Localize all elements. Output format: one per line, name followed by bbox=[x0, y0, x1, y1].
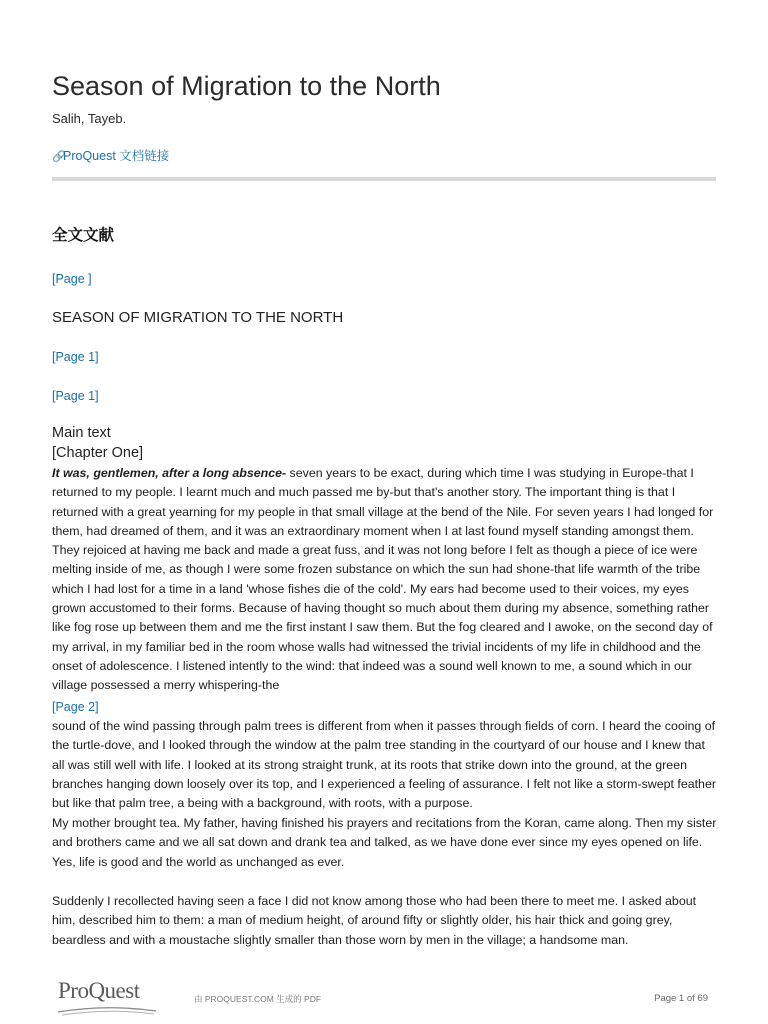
main-text-label: Main text bbox=[52, 425, 111, 441]
link-icon: 🔗 bbox=[52, 151, 66, 163]
page-link-blank[interactable]: [Page ] bbox=[52, 272, 92, 286]
book-title: SEASON OF MIGRATION TO THE NORTH bbox=[52, 309, 344, 326]
paragraph-1-text: seven years to be exact, during which time I was studying in Europe-that I returned to my people. I learnt much and much passed me by-but that's another story. The important thing is that I returned with a great yearning for my people in that small village at the bend of the Nile. For seven years I had longed for them, had dreamed of them, and it was an extraordinary moment when I at last found myself standing amongst them. They rejoiced at having me back and made a great fuss, and it was not long before I felt as though a piece of ice were melting inside of me, as though I were some frozen substance on which the sun had shone-that life warmth of the tribe which I had lost for a time in a land 'whose fishes die of the cold'. My ears had become used to their voices, my eyes grown accustomed to their forms. Because of having thought so much about them during my absence, something rather like fog rose up between them and me the first instant I saw them. But the fog cleared and I awoke, on the second day of my arrival, in my familiar bed in the room whose walls had witnessed the trivial incidents of my life in childhood and the onset of adolescence. I listened intently to the wind: that indeed was a sound well known to me, a sound which in our village possessed a merry whispering-the bbox=[52, 466, 714, 693]
proquest-doc-link[interactable] bbox=[52, 146, 169, 164]
page-link-1-second[interactable]: [Page 1] bbox=[52, 389, 99, 403]
document-title: Season of Migration to the North bbox=[52, 71, 441, 101]
generated-by-note: 由 PROQUEST.COM 生成的 PDF bbox=[194, 994, 322, 1004]
page-indicator: Page 1 of 69 bbox=[654, 993, 708, 1004]
paragraph-2: sound of the wind passing through palm trees is different from when it passes through fields of corn. I heard the cooing of the turtle-dove, and I looked through the window at the palm tree standing in the courtyard of our house and I knew that all was still well with life. I looked at its strong straight trunk, at its roots that strike down into the ground, at the green branches hanging down loosely over its top, and I experienced a feeling of assurance. I felt not like a storm-swept feather but like that palm tree, a being with a background, with roots, with a purpose. bbox=[52, 719, 716, 811]
paragraph-1 bbox=[52, 464, 718, 696]
proquest-logo bbox=[56, 978, 158, 1018]
paragraph-3: My mother brought tea. My father, having finished his prayers and recitations from the Koran, came along. Then my sister and brothers came and we all sat down and drank tea and talked, as we have done ever since my eyes opened on life. Yes, life is good and the world as unchanged as ever. bbox=[52, 816, 717, 869]
page-link-1[interactable]: [Page 1] bbox=[52, 350, 99, 364]
paragraph-4: Suddenly I recollected having seen a face I did not know among those who had been there to meet me. I asked about him, described him to them: a man of medium height, of around fifty or slightly older, his hair thick and going grey, beardless and with a moustache slightly smaller than those worn by men in the village; a handsome man. bbox=[52, 894, 697, 947]
page-link-2[interactable]: [Page 2] bbox=[52, 700, 99, 714]
lead-phrase: It was, gentlemen, after a long absence- bbox=[52, 466, 287, 480]
document-author: Salih, Tayeb. bbox=[52, 111, 127, 126]
logo-swoosh-icon bbox=[56, 1006, 158, 1018]
chapter-label: [Chapter One] bbox=[52, 445, 144, 461]
proquest-doc-link-label: ProQuest 文档链接 bbox=[63, 149, 170, 163]
proquest-logo-text: ProQuest bbox=[58, 978, 140, 1003]
header-divider bbox=[52, 177, 716, 181]
full-text-heading: 全文文献 bbox=[52, 227, 115, 244]
